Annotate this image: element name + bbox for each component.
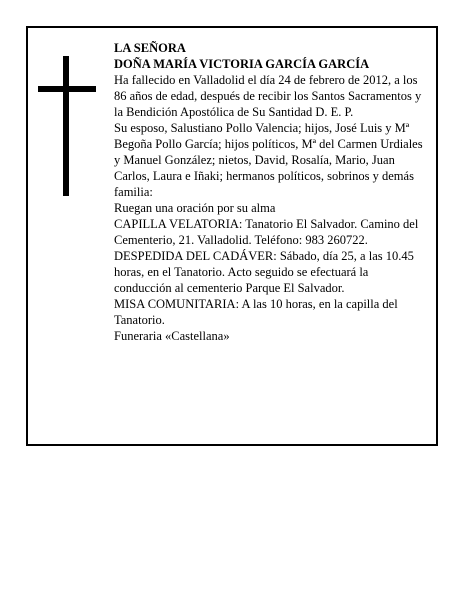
cross-vertical-bar [63,56,69,196]
deceased-name: DOÑA MARÍA VICTORIA GARCÍA GARCÍA [114,57,370,71]
family-members: Su esposo, Salustiano Pollo Valencia; hijos, José Luis y Mª Begoña Pollo García; hijos políticos, Mª del Carmen Urdiales y Manuel González; nietos, David, Rosalía, Mario, Juan Carlos, Laura e Iñaki; hermanos políticos, sobrinos y demás familia: [114,121,423,199]
prayer-request: Ruegan una oración por su alma [114,201,276,215]
mass-info: MISA COMUNITARIA: A las 10 horas, en la capilla del Tanatorio. [114,297,398,327]
heading-title: LA SEÑORA [114,41,186,55]
funeral-home: Funeraria «Castellana» [114,329,230,343]
cross-icon [38,56,96,196]
chapel-info: CAPILLA VELATORIA: Tanatorio El Salvador. Camino del Cementerio, 21. Valladolid. Teléfono: 983 260722. [114,217,419,247]
farewell-info: DESPEDIDA DEL CADÁVER: Sábado, día 25, a las 10.45 horas, en el Tanatorio. Acto seguido se efectuará la conducción al cementerio Parque El Salvador. [114,249,414,295]
death-announcement: Ha fallecido en Valladolid el día 24 de febrero de 2012, a los 86 años de edad, después de recibir los Santos Sacramentos y la Bendición Apostólica de Su Santidad D. E. P. [114,73,422,119]
obituary-text [114,40,426,344]
cross-horizontal-bar [38,86,96,92]
